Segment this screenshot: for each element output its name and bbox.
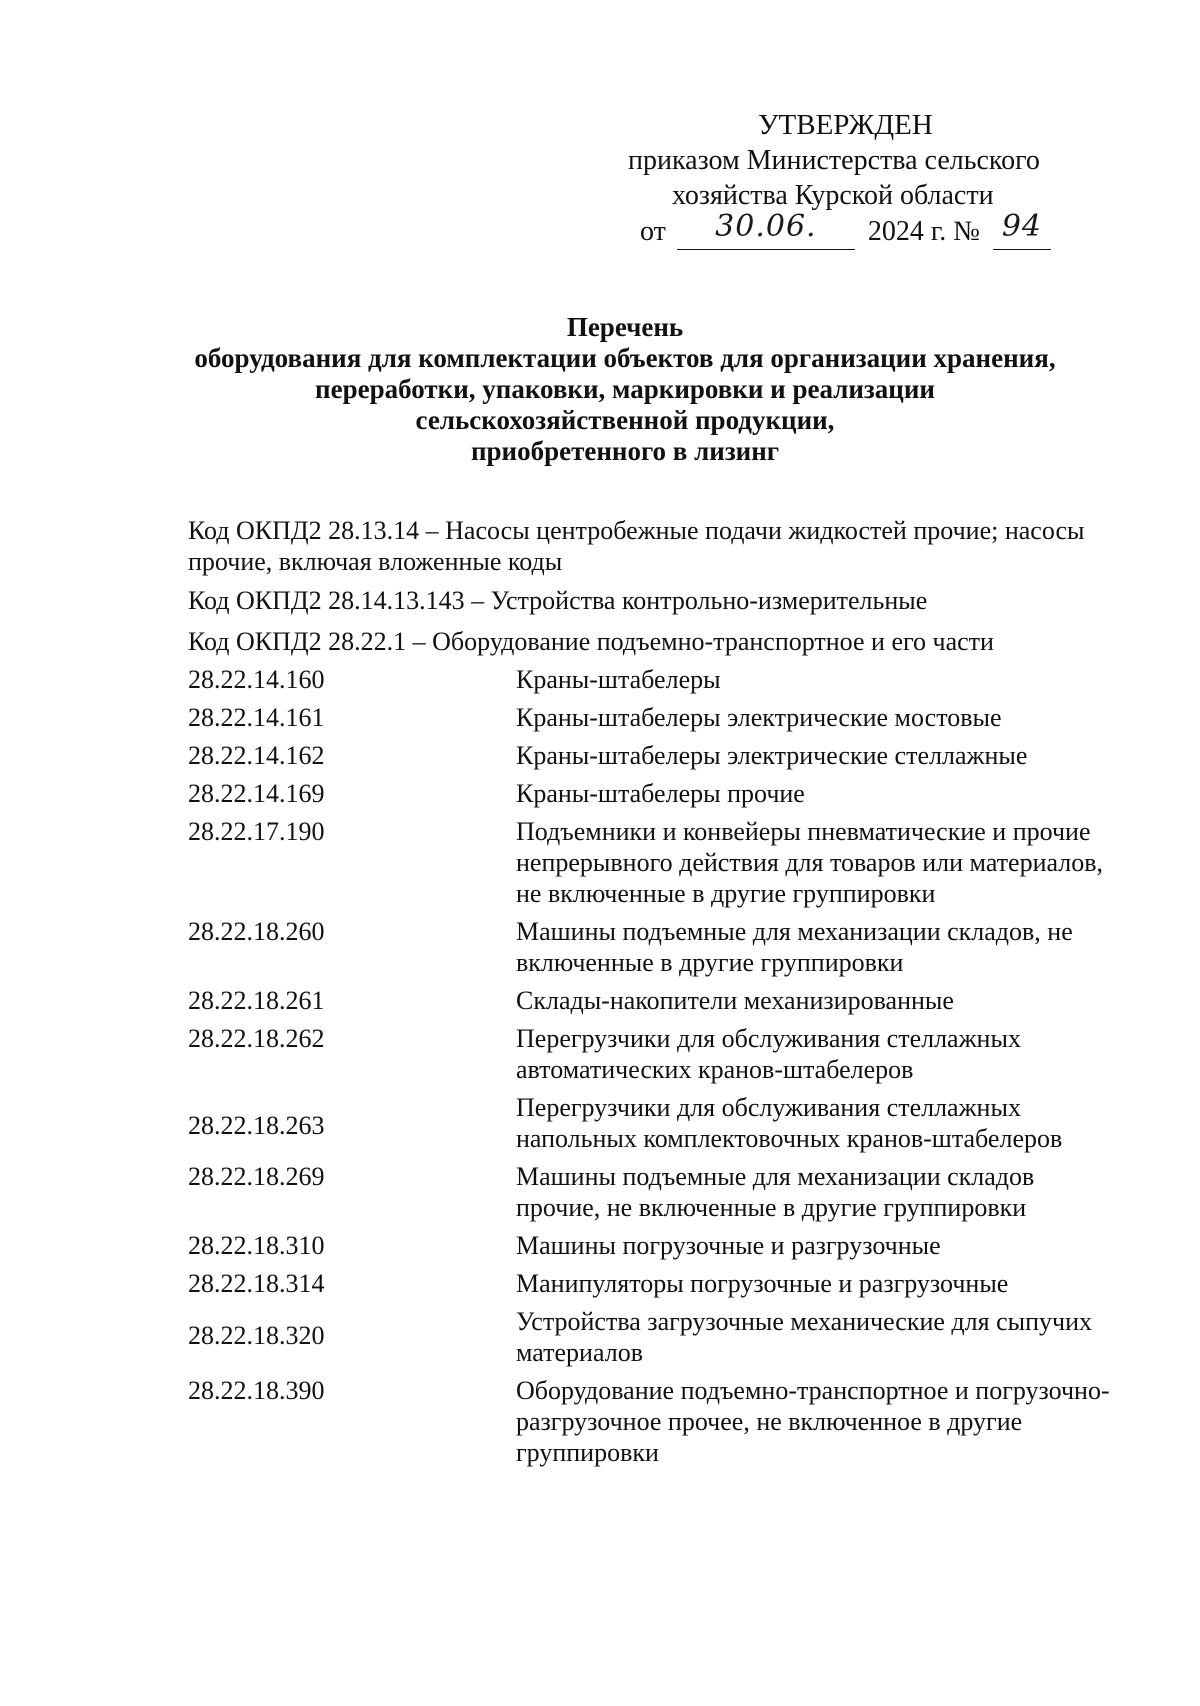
approval-ministry-line: хозяйства Курской области xyxy=(672,180,994,211)
item-code: 28.22.18.262 xyxy=(188,1024,325,1053)
approval-status: УТВЕРЖДЕН xyxy=(758,109,933,141)
items-table xyxy=(188,664,1118,1468)
item-code: 28.22.18.263 xyxy=(188,1111,325,1140)
approval-year: 2024 г. № xyxy=(867,216,980,247)
item-code: 28.22.18.390 xyxy=(188,1376,325,1405)
table-row xyxy=(188,740,1118,771)
table-row xyxy=(188,816,1118,909)
item-name: Краны-штабелеры электрические стеллажные xyxy=(516,741,1028,770)
item-name: Оборудование подъемно-транспортное и погрузочно-разгрузочное прочее, не включенное в другие группировки xyxy=(516,1376,1110,1467)
item-name: Подъемники и конвейеры пневматические и прочие непрерывного действия для товаров или материалов, не включенные в другие группировки xyxy=(516,817,1104,908)
table-row xyxy=(188,1161,1118,1223)
table-row xyxy=(188,1023,1118,1085)
table-row xyxy=(188,778,1118,809)
item-name: Краны-штабелеры прочие xyxy=(516,779,805,808)
section-line: Код ОКПД2 28.22.1 – Оборудование подъемно-транспортное и его части xyxy=(188,627,994,656)
title-line-2: оборудования для комплектации объектов для организации хранения, xyxy=(194,343,1056,373)
okpd-sections xyxy=(188,515,1118,667)
table-row xyxy=(188,916,1118,978)
item-code: 28.22.18.310 xyxy=(188,1231,325,1260)
item-code: 28.22.18.320 xyxy=(188,1321,325,1350)
item-name: Машины подъемные для механизации складов прочие, не включенные в другие группировки xyxy=(516,1162,1035,1222)
item-name: Краны-штабелеры электрические мостовые xyxy=(516,703,1002,732)
item-name: Устройства загрузочные механические для сыпучих материалов xyxy=(516,1307,1093,1367)
item-name: Манипуляторы погрузочные и разгрузочные xyxy=(516,1269,1009,1298)
table-row xyxy=(188,1268,1118,1299)
approval-order-line: приказом Министерства сельского xyxy=(628,145,1040,176)
date-blank xyxy=(677,209,855,250)
approval-block xyxy=(610,108,1110,251)
item-code: 28.22.18.269 xyxy=(188,1162,325,1191)
item-code: 28.22.18.260 xyxy=(188,917,325,946)
handwritten-date: 30.06. xyxy=(715,209,817,244)
item-code: 28.22.14.161 xyxy=(188,703,325,732)
table-row xyxy=(188,1230,1118,1261)
table-row xyxy=(188,1375,1118,1468)
number-blank xyxy=(993,209,1051,250)
table-row xyxy=(188,985,1118,1016)
item-name: Машины погрузочные и разгрузочные xyxy=(516,1231,941,1260)
table-row xyxy=(188,664,1118,695)
document-title xyxy=(130,312,1120,467)
section-line: Код ОКПД2 28.13.14 – Насосы центробежные подачи жидкостей прочие; насосы прочие, включая вложенные коды xyxy=(188,516,1085,576)
table-row xyxy=(188,1092,1118,1154)
section-line: Код ОКПД2 28.14.13.143 – Устройства контрольно-измерительные xyxy=(188,586,928,615)
title-line-1: Перечень xyxy=(566,312,684,342)
item-code: 28.22.18.314 xyxy=(188,1269,325,1298)
item-code: 28.22.14.160 xyxy=(188,665,325,694)
item-name: Машины подъемные для механизации складов, не включенные в другие группировки xyxy=(516,917,1073,977)
table-row xyxy=(188,1306,1118,1368)
approval-prefix: от xyxy=(640,216,666,247)
title-line-3: переработки, упаковки, маркировки и реализации xyxy=(315,374,935,404)
item-code: 28.22.17.190 xyxy=(188,817,325,846)
item-code: 28.22.14.162 xyxy=(188,741,325,770)
item-name: Перегрузчики для обслуживания стеллажных автоматических кранов-штабелеров xyxy=(516,1024,1021,1084)
approval-date-line xyxy=(610,209,1110,251)
item-code: 28.22.14.169 xyxy=(188,779,325,808)
item-code: 28.22.18.261 xyxy=(188,986,325,1015)
item-name: Перегрузчики для обслуживания стеллажных напольных комплектовочных кранов-штабелеров xyxy=(516,1093,1063,1153)
table-row xyxy=(188,702,1118,733)
title-line-4: сельскохозяйственной продукции, xyxy=(415,405,835,435)
title-line-5: приобретенного в лизинг xyxy=(470,436,780,466)
item-name: Склады-накопители механизированные xyxy=(516,986,954,1015)
item-name: Краны-штабелеры xyxy=(516,665,721,694)
handwritten-number: 94 xyxy=(1001,209,1043,244)
